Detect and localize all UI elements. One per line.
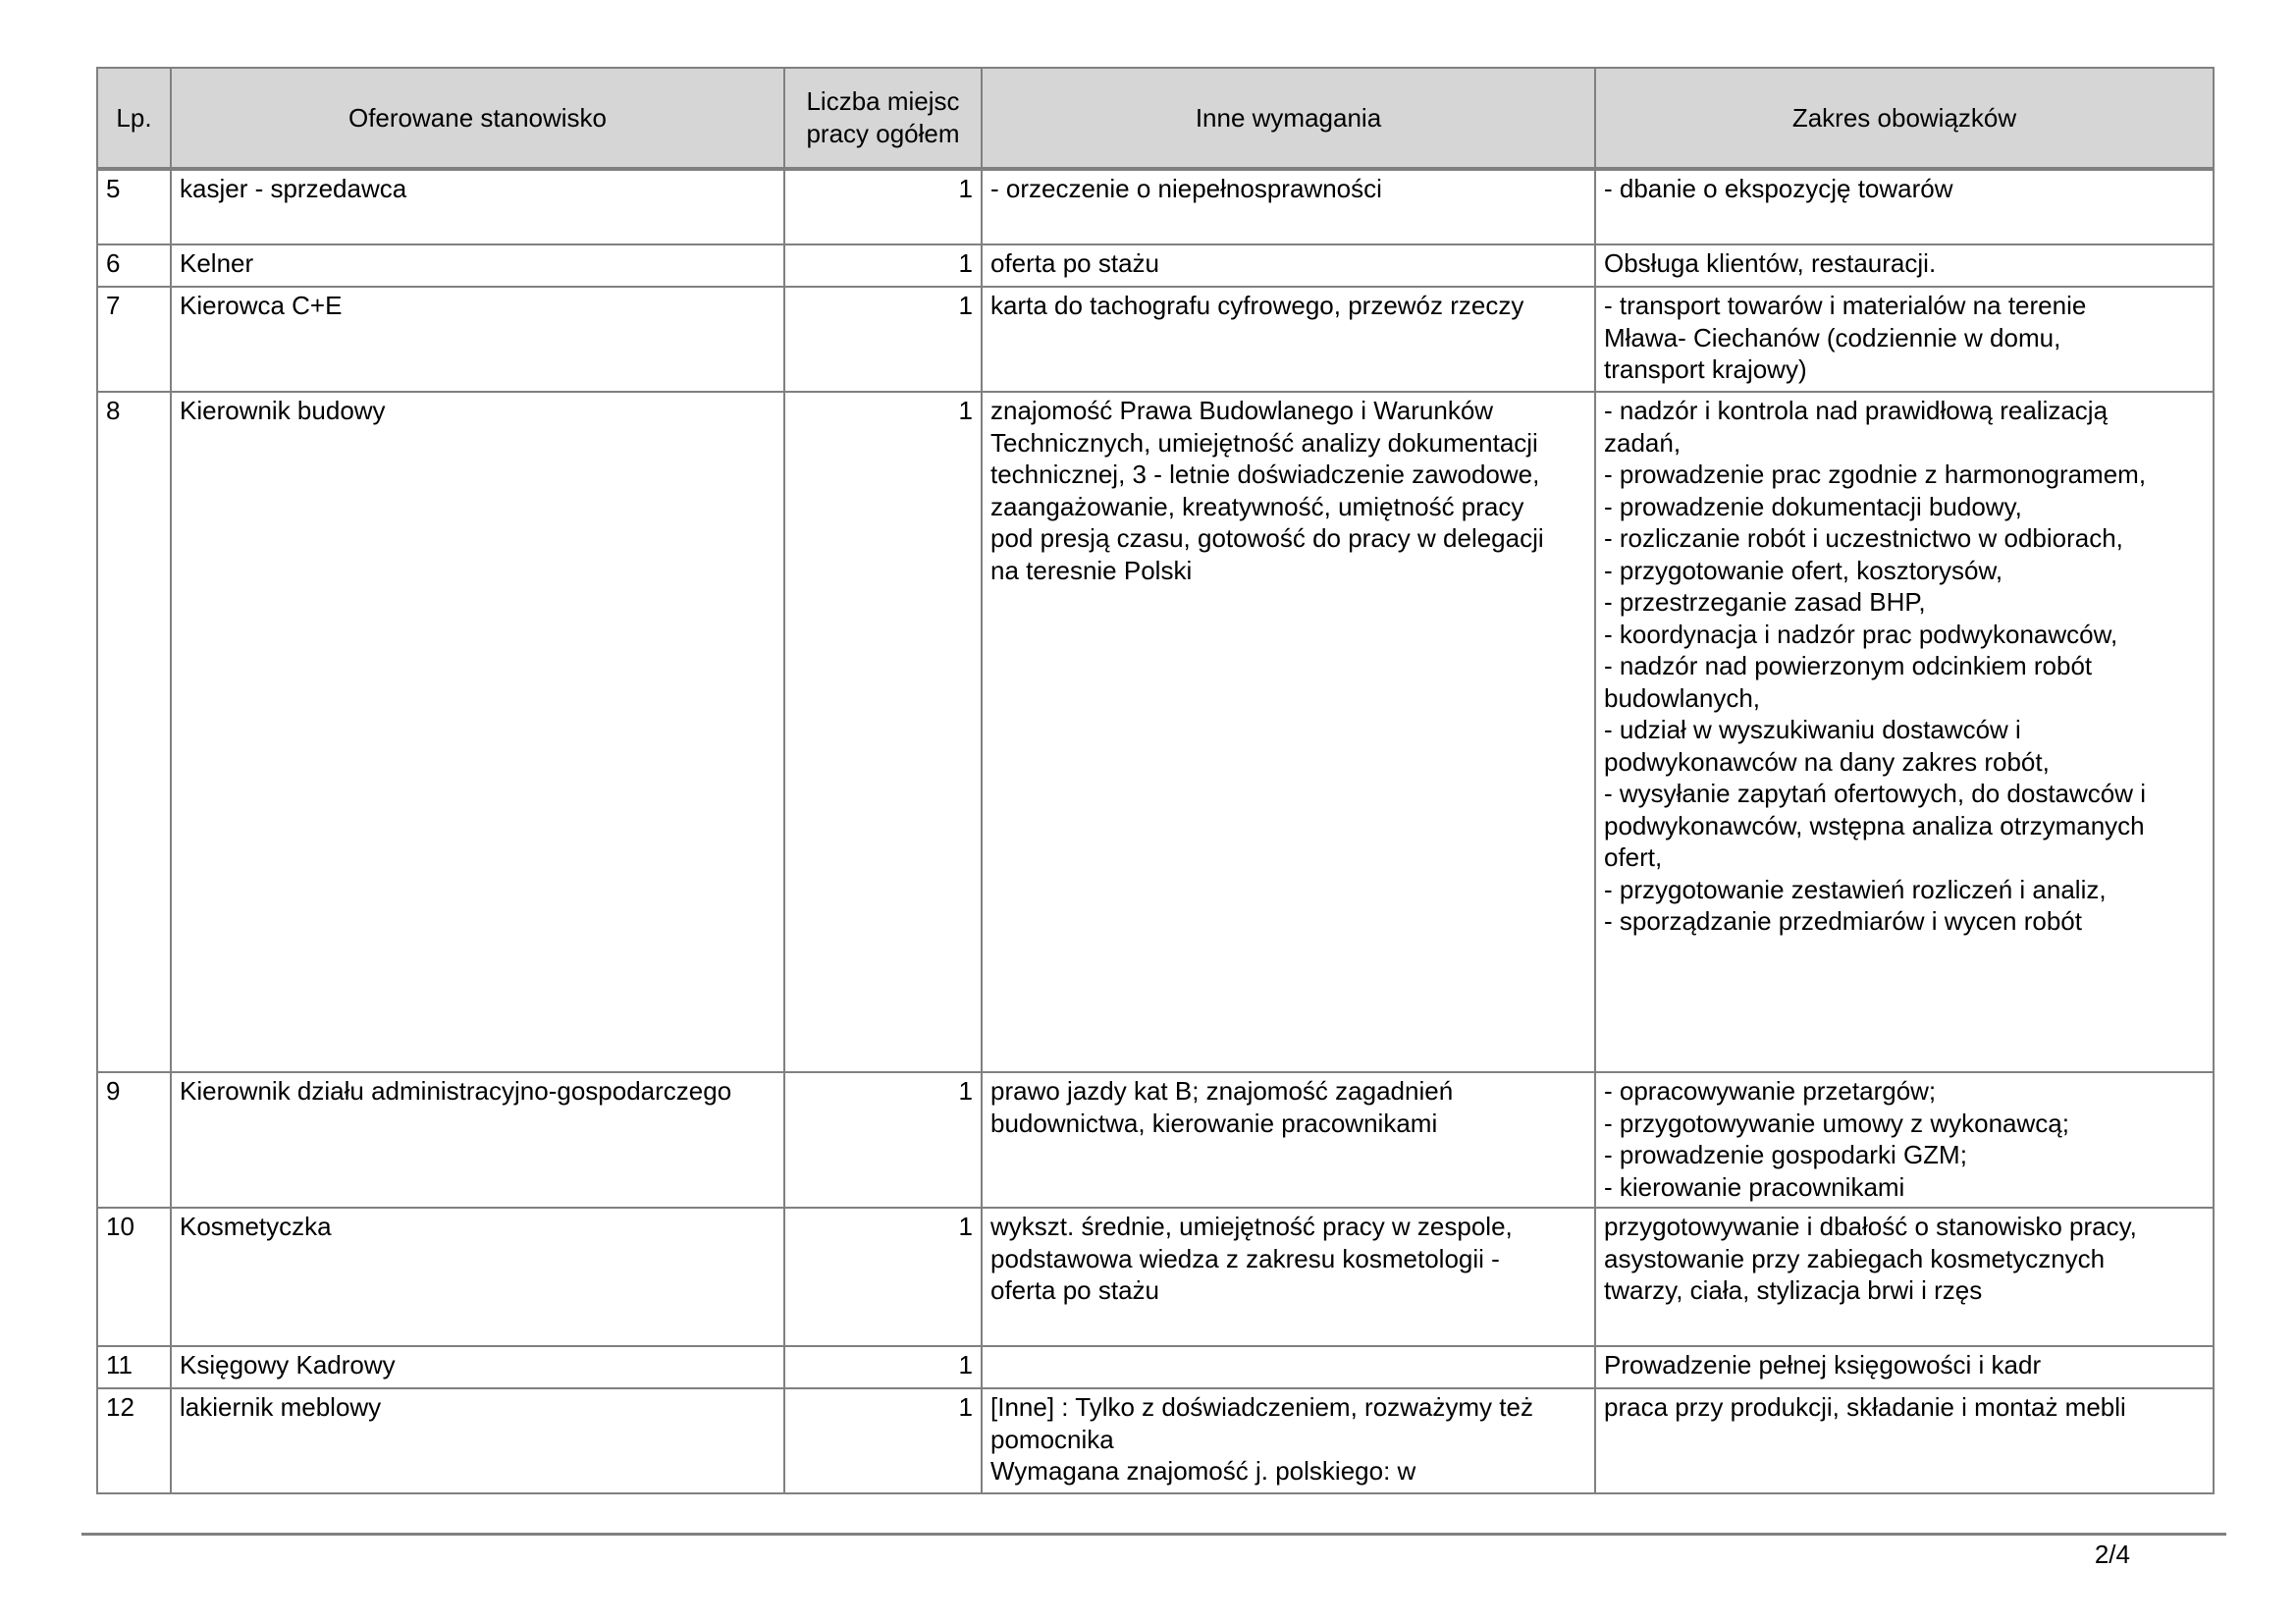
cell-lp: 9 [97, 1072, 171, 1208]
cell-position: lakiernik meblowy [171, 1388, 784, 1493]
job-offers-table [96, 67, 2215, 1494]
table-row [97, 392, 2214, 1072]
page-number: 2/4 [2094, 1540, 2130, 1569]
table-row [97, 287, 2214, 392]
cell-duties: przygotowywanie i dbałość o stanowisko pracy, asystowanie przy zabiegach kosmetycznych twarzy, ciała, stylizacja brwi i rzęs [1595, 1208, 2214, 1346]
cell-duties: - nadzór i kontrola nad prawidłową realizacją zadań, - prowadzenie prac zgodnie z harmonogramem, - prowadzenie dokumentacji budowy, - rozliczanie robót i uczestnictwo w odbiorach, - przygotowanie ofert, kosztorysów, - przestrzeganie zasad BHP, - koordynacja i nadzór prac podwykonawców, - nadzór nad powierzonym odcinkiem robót budowlanych, - udział w wyszukiwaniu dostawców i podwykonawców na dany zakres robót, - wysyłanie zapytań ofertowych, do dostawców i podwykonawców, wstępna analiza otrzymanych ofert, - przygotowanie zestawień rozliczeń i analiz, - sporządzanie przedmiarów i wycen robót [1595, 392, 2214, 1072]
cell-lp: 8 [97, 392, 171, 1072]
cell-count: 1 [784, 1388, 982, 1493]
cell-lp: 7 [97, 287, 171, 392]
cell-requirements: wykszt. średnie, umiejętność pracy w zespole, podstawowa wiedza z zakresu kosmetologii - oferta po stażu [982, 1208, 1595, 1346]
cell-position: Kierowca C+E [171, 287, 784, 392]
cell-position: kasjer - sprzedawca [171, 169, 784, 244]
cell-requirements: - orzeczenie o niepełnosprawności [982, 169, 1595, 244]
cell-lp: 12 [97, 1388, 171, 1493]
cell-count: 1 [784, 244, 982, 287]
cell-requirements: [Inne] : Tylko z doświadczeniem, rozważymy też pomocnika Wymagana znajomość j. polskiego: w [982, 1388, 1595, 1493]
cell-position: Kierownik działu administracyjno-gospodarczego [171, 1072, 784, 1208]
cell-requirements [982, 1346, 1595, 1388]
cell-position: Kosmetyczka [171, 1208, 784, 1346]
cell-count: 1 [784, 1346, 982, 1388]
table-header-row [97, 68, 2214, 169]
cell-count: 1 [784, 1072, 982, 1208]
cell-requirements: karta do tachografu cyfrowego, przewóz rzeczy [982, 287, 1595, 392]
header-count: Liczba miejsc pracy ogółem [784, 68, 982, 169]
cell-duties: - opracowywanie przetargów; - przygotowywanie umowy z wykonawcą; - prowadzenie gospodarki GZM; - kierowanie pracownikami [1595, 1072, 2214, 1208]
cell-lp: 6 [97, 244, 171, 287]
table-row [97, 244, 2214, 287]
header-requirements: Inne wymagania [982, 68, 1595, 169]
cell-count: 1 [784, 1208, 982, 1346]
cell-lp: 11 [97, 1346, 171, 1388]
table-row [97, 1346, 2214, 1388]
cell-requirements: prawo jazdy kat B; znajomość zagadnień budownictwa, kierowanie pracownikami [982, 1072, 1595, 1208]
cell-lp: 10 [97, 1208, 171, 1346]
table-row [97, 1208, 2214, 1346]
cell-duties: praca przy produkcji, składanie i montaż mebli [1595, 1388, 2214, 1493]
header-lp: Lp. [97, 68, 171, 169]
table-row [97, 1388, 2214, 1493]
cell-duties: Prowadzenie pełnej księgowości i kadr [1595, 1346, 2214, 1388]
cell-duties: Obsługa klientów, restauracji. [1595, 244, 2214, 287]
cell-duties: - transport towarów i materialów na terenie Mława- Ciechanów (codziennie w domu, transport krajowy) [1595, 287, 2214, 392]
cell-count: 1 [784, 169, 982, 244]
header-position: Oferowane stanowisko [171, 68, 784, 169]
cell-position: Kierownik budowy [171, 392, 784, 1072]
cell-requirements: znajomość Prawa Budowlanego i Warunków Technicznych, umiejętność analizy dokumentacji technicznej, 3 - letnie doświadczenie zawodowe, zaangażowanie, kreatywność, umiętność pracy pod presją czasu, gotowość do pracy w delegacji na teresnie Polski [982, 392, 1595, 1072]
table-row [97, 1072, 2214, 1208]
cell-position: Księgowy Kadrowy [171, 1346, 784, 1388]
cell-count: 1 [784, 392, 982, 1072]
cell-duties: - dbanie o ekspozycję towarów [1595, 169, 2214, 244]
cell-count: 1 [784, 287, 982, 392]
cell-position: Kelner [171, 244, 784, 287]
table-row [97, 169, 2214, 244]
footer-divider [81, 1533, 2226, 1536]
cell-lp: 5 [97, 169, 171, 244]
cell-requirements: oferta po stażu [982, 244, 1595, 287]
header-duties: Zakres obowiązków [1595, 68, 2214, 169]
